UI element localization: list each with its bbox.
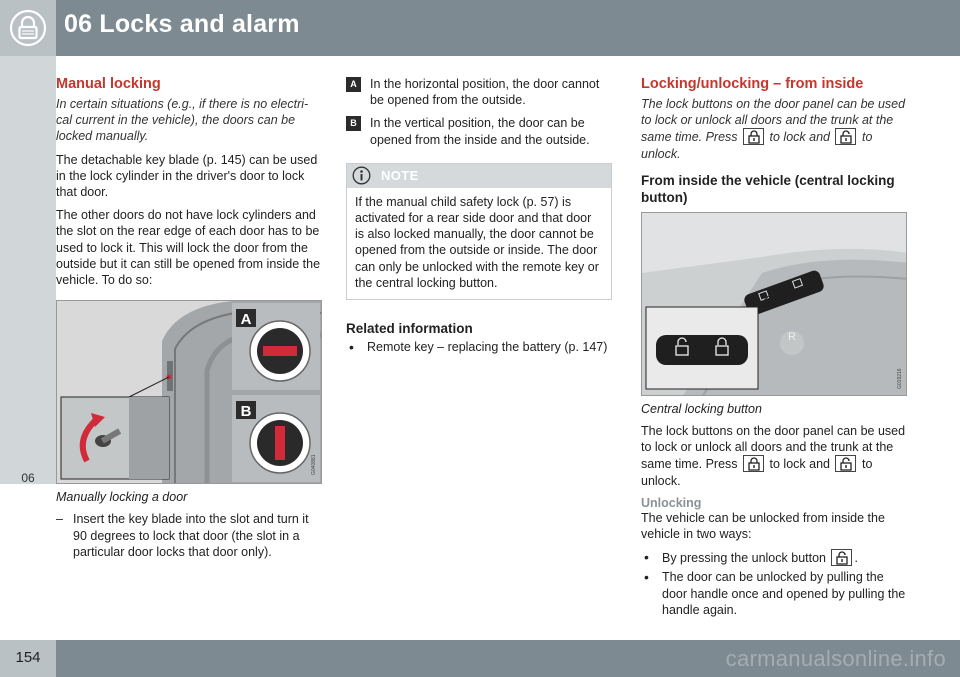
section-heading-manual-locking: Manual locking (56, 76, 161, 92)
body-part-b: to lock and (769, 457, 830, 472)
badge-a: A (346, 77, 361, 92)
figure-label-b: B (240, 403, 252, 421)
section-heading-locking-inside: Locking/unlocking – from inside (641, 76, 864, 92)
lock-button-icon-2 (743, 455, 764, 472)
paragraph-other-doors: The other doors do not have lock cylinders and the slot on the rear edge of each door has to be used to lock it. This will lock the door from the outside but it can still be opened from inside the vehicle. To do so: (56, 208, 321, 288)
intro-part-b: to lock and (769, 130, 830, 145)
door-panel-illustration (642, 213, 907, 396)
page-number-box (0, 640, 56, 677)
step-text: Insert the key blade into the slot and turn it 90 degrees to lock that door (the slot in a particular door locks that door only). (73, 512, 309, 559)
paragraph-key-blade: The detachable key blade (p. 145) can be used in the lock cylinder in the driver's door to lock that door. (56, 152, 318, 200)
related-item (346, 339, 612, 355)
intro-text-locking (641, 96, 907, 162)
figure-central-locking (641, 212, 907, 396)
related-link[interactable]: Remote key – replacing the battery (p. 147) (367, 340, 608, 355)
figure-caption-central: Central locking button (641, 401, 762, 416)
paragraph-lock-buttons (641, 423, 907, 489)
chapter-tab-label: 06 (21, 471, 35, 485)
intro-part-a: The lock buttons on the door panel can be used to lock or unlock all doors and the trunk at the same time. Press (641, 97, 906, 145)
figure-manual-locking (56, 300, 322, 484)
svg-text:R: R (788, 330, 796, 343)
bullet-dot-2: • (644, 569, 649, 586)
unlock-method-1-text (662, 549, 858, 566)
intro-part-c: to unlock. (641, 130, 873, 161)
column-positions (346, 76, 612, 355)
intro-text: In certain situations (e.g., if there is no electri-cal current in the vehicle), the doors can be locked manually. (56, 97, 309, 144)
body-part-c: to unlock. (641, 457, 873, 488)
figure-code-2: G019216 (897, 368, 903, 389)
reference-text-a: In the horizontal position, the door cannot be opened from the outside. (370, 77, 600, 108)
header-icon-box (0, 0, 56, 56)
step-dash: – (56, 512, 63, 527)
watermark: carmanualsonline.info (725, 646, 946, 671)
reference-item-a (346, 76, 612, 108)
bullet1-part-b: . (854, 551, 858, 566)
lock-button-icon (743, 128, 764, 145)
info-icon (352, 166, 371, 185)
lock-icon (8, 8, 48, 48)
unlocking-text: The vehicle can be unlocked from inside the vehicle in two ways: (641, 510, 885, 542)
body-part-a: The lock buttons on the door panel can be used to lock or unlock all doors and the trunk at the same time. Press (641, 424, 906, 472)
note-body (347, 188, 611, 299)
column-manual-locking (56, 76, 322, 560)
related-heading: Related information (346, 321, 473, 337)
column-locking-inside (641, 76, 907, 618)
note-text: If the manual child safety lock (p. 57) is activated for a rear side door and that door is also locked manually, the door cannot be opened from the outside or inside. The door can only be unlocked with the remote key or the central locking button. (355, 194, 599, 290)
bullet-dot: • (349, 339, 354, 356)
step-item (56, 511, 322, 560)
page-number: 154 (15, 649, 41, 666)
unlocking-heading: Unlocking (641, 495, 702, 510)
note-box (346, 163, 612, 300)
figure-label-a: A (240, 311, 252, 329)
page-header (0, 0, 960, 56)
unlock-button-icon-2 (835, 455, 856, 472)
figure-code: G040881 (311, 454, 317, 476)
unlock-button-icon (835, 128, 856, 145)
figure-caption: Manually locking a door (56, 490, 188, 505)
door-illustration (57, 301, 322, 484)
note-title: NOTE (381, 168, 419, 184)
page-footer (0, 640, 960, 677)
note-header (347, 164, 611, 188)
chapter-tab (0, 56, 56, 484)
reference-text-b: In the vertical position, the door can be opened from the inside and the outside. (370, 116, 590, 147)
unlock-method-2 (641, 569, 907, 618)
page-title: 06 Locks and alarm (64, 10, 300, 38)
bullet-dot-1: • (644, 549, 649, 566)
unlock-method-1 (641, 549, 907, 566)
unlock-method-2-text: The door can be unlocked by pulling the door handle once and opened by pulling the handle again. (662, 570, 906, 617)
badge-b: B (346, 116, 361, 131)
subheading-central-locking: From inside the vehicle (central locking button) (641, 172, 895, 205)
bullet1-part-a: By pressing the unlock button (662, 551, 826, 566)
reference-item-b (346, 115, 612, 147)
unlock-button-icon-3 (831, 549, 852, 566)
